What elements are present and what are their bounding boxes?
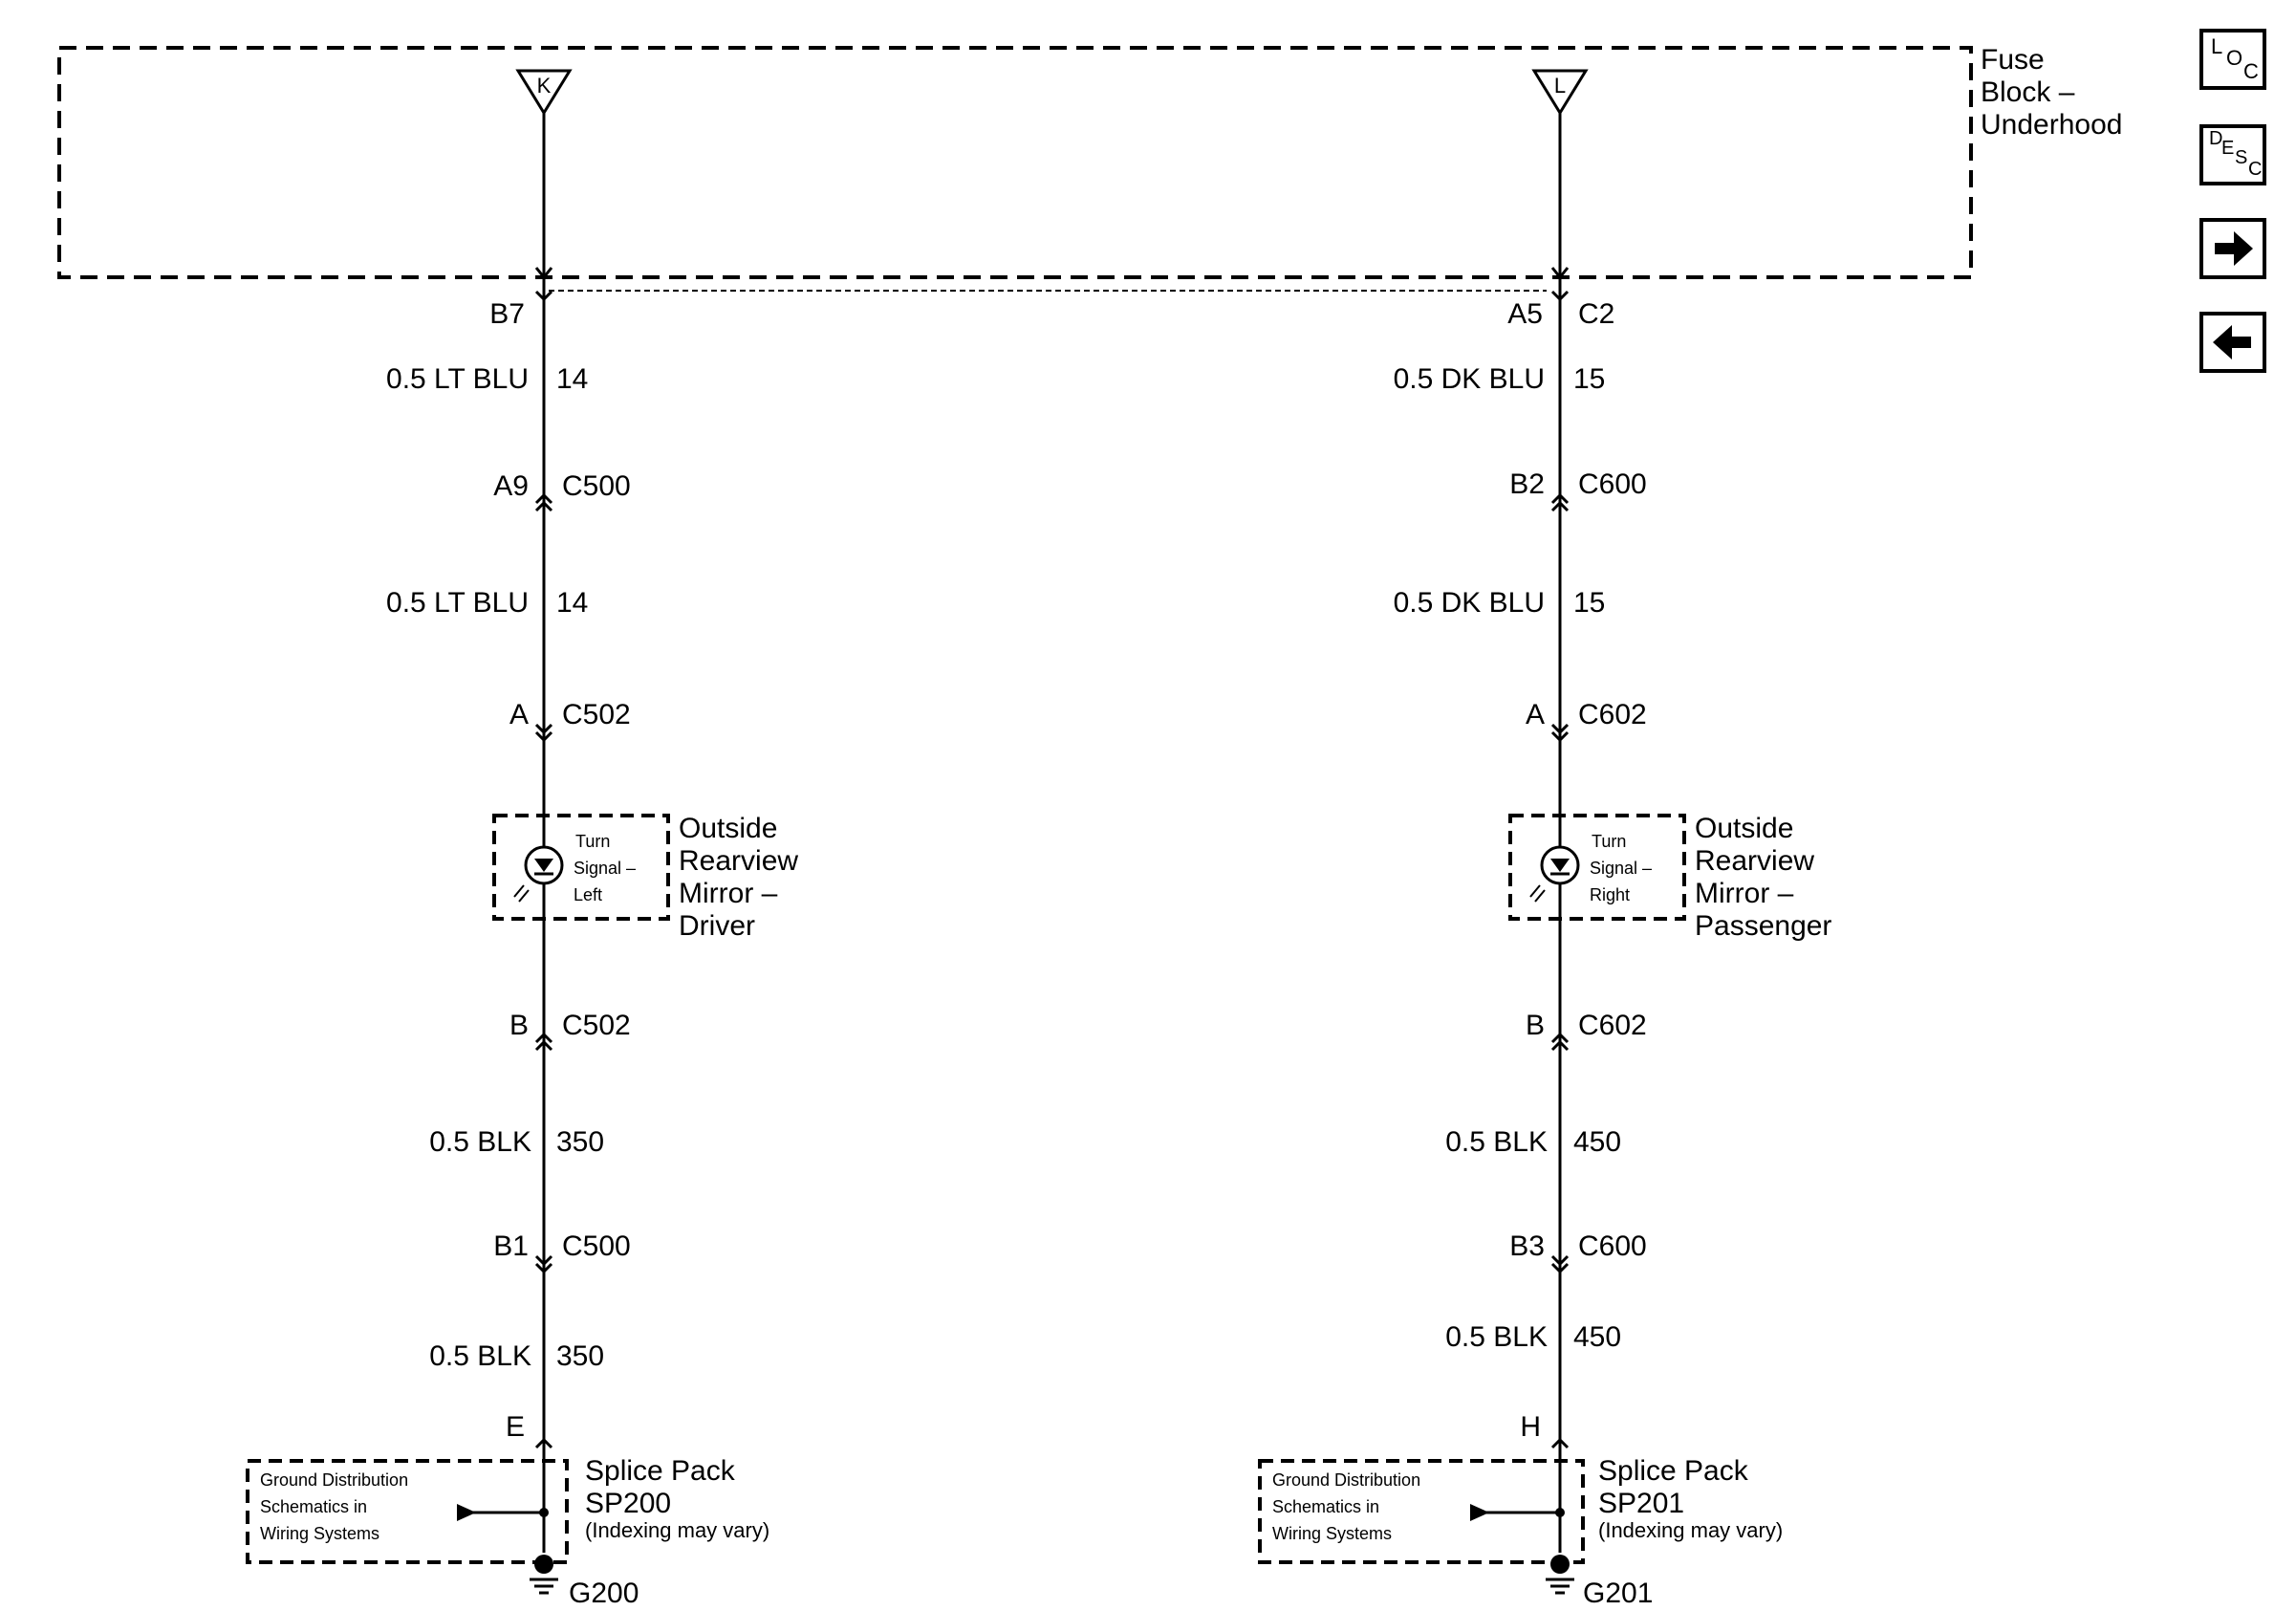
right-c4-name: C600 [1578,1230,1647,1262]
right-lamp-label-3: Right [1590,885,1631,904]
right-component-label-4: Passenger [1695,910,1832,942]
right-wire4-circuit: 450 [1573,1321,1622,1353]
right-c4-pin: B3 [1509,1230,1545,1262]
right-gd-label-2: Schematics in [1272,1497,1380,1516]
left-wire1-size: 0.5 LT BLU [386,363,529,395]
right-wire3-circuit: 450 [1573,1126,1622,1158]
loc-letter-c: C [2243,59,2259,83]
right-ground-label: G201 [1583,1578,1654,1609]
previous-page-button[interactable] [2199,312,2266,373]
desc-letter-s: S [2235,147,2248,168]
right-light-rays-icon [1530,885,1545,902]
right-wire4-size: 0.5 BLK [1445,1321,1548,1353]
left-component-label-1: Outside [679,813,778,844]
right-splice-label-3: (Indexing may vary) [1598,1518,1784,1542]
right-ground-node [1550,1555,1570,1574]
left-gd-label-3: Wiring Systems [260,1524,380,1543]
left-gd-label-2: Schematics in [260,1497,368,1516]
right-wire2-size: 0.5 DK BLU [1393,587,1545,619]
left-lamp-label-2: Signal – [574,859,637,878]
left-splice-node [539,1508,549,1517]
loc-letter-o: O [2226,46,2243,70]
left-component-label-2: Rearview [679,845,799,877]
arrow-left-icon [2203,316,2263,369]
desc-letter-c: C [2248,159,2263,180]
left-gd-arrow-icon [457,1504,476,1521]
right-c1-name: C600 [1578,468,1647,500]
left-wire2-circuit: 14 [556,587,589,619]
right-component-label-3: Mirror – [1695,878,1794,909]
right-splice-node [1555,1508,1565,1517]
left-light-rays-icon [514,885,529,902]
left-wire2-size: 0.5 LT BLU [386,587,529,619]
left-c3-pin: B [509,1010,529,1041]
right-circuit [1260,71,1831,1609]
right-splice-pin: H [1520,1411,1541,1443]
fuse-block-label-1: Fuse [1981,44,2045,76]
fuse-block-outline [59,48,1971,277]
desc-letter-e: E [2221,138,2235,159]
left-c3-name: C502 [562,1010,631,1041]
right-wire1-circuit: 15 [1573,363,1606,395]
right-wire3-size: 0.5 BLK [1445,1126,1548,1158]
left-c1-pin: A9 [493,470,529,502]
right-splice-label-1: Splice Pack [1598,1455,1748,1487]
left-c2-name: C502 [562,699,631,730]
right-component-label-2: Rearview [1695,845,1815,877]
fuse-block-label-2: Block – [1981,76,2075,108]
left-gd-label-1: Ground Distribution [260,1470,409,1490]
left-splice-pin: E [505,1411,525,1443]
fuse-terminal-k-label: K [536,74,552,98]
right-c1-pin: B2 [1509,468,1545,500]
right-top-connector: C2 [1578,298,1615,330]
left-splice-label-1: Splice Pack [585,1455,735,1487]
right-c2-pin: A [1525,699,1545,730]
left-lamp-label-1: Turn [575,832,611,851]
right-lamp-label-2: Signal – [1590,859,1653,878]
left-ground-label: G200 [569,1578,639,1609]
right-c3-name: C602 [1578,1010,1647,1041]
desc-letter-d: D [2209,128,2223,149]
left-circuit [248,71,798,1609]
right-splice-label-2: SP201 [1598,1488,1685,1519]
right-c2-name: C602 [1578,699,1647,730]
left-wire1-circuit: 14 [556,363,589,395]
left-ground-node [534,1555,553,1574]
left-lamp-label-3: Left [574,885,603,904]
left-component-label-4: Driver [679,910,755,942]
right-wire2-circuit: 15 [1573,587,1606,619]
fuse-block-label-3: Underhood [1981,109,2123,141]
right-gd-arrow-icon [1470,1504,1489,1521]
left-c4-pin: B1 [493,1230,529,1262]
desc-button[interactable] [2199,124,2266,185]
left-top-pin: B7 [489,298,525,330]
left-c4-name: C500 [562,1230,631,1262]
left-wire4-circuit: 350 [556,1340,605,1372]
right-gd-label-3: Wiring Systems [1272,1524,1393,1543]
loc-letter-l: L [2211,34,2223,58]
right-lamp-label-1: Turn [1592,832,1627,851]
right-wire1-size: 0.5 DK BLU [1393,363,1545,395]
loc-button[interactable] [2199,29,2266,90]
left-splice-label-3: (Indexing may vary) [585,1518,770,1542]
arrow-right-icon [2203,222,2263,275]
right-top-pin: A5 [1507,298,1543,330]
next-page-button[interactable] [2199,218,2266,279]
left-wire4-size: 0.5 BLK [429,1340,531,1372]
left-c1-name: C500 [562,470,631,502]
left-wire3-circuit: 350 [556,1126,605,1158]
right-gd-label-1: Ground Distribution [1272,1470,1421,1490]
left-wire3-size: 0.5 BLK [429,1126,531,1158]
left-c2-pin: A [509,699,529,730]
right-c3-pin: B [1525,1010,1545,1041]
left-component-label-3: Mirror – [679,878,778,909]
right-component-label-1: Outside [1695,813,1794,844]
fuse-terminal-l-label: L [1553,74,1567,98]
left-splice-label-2: SP200 [585,1488,672,1519]
